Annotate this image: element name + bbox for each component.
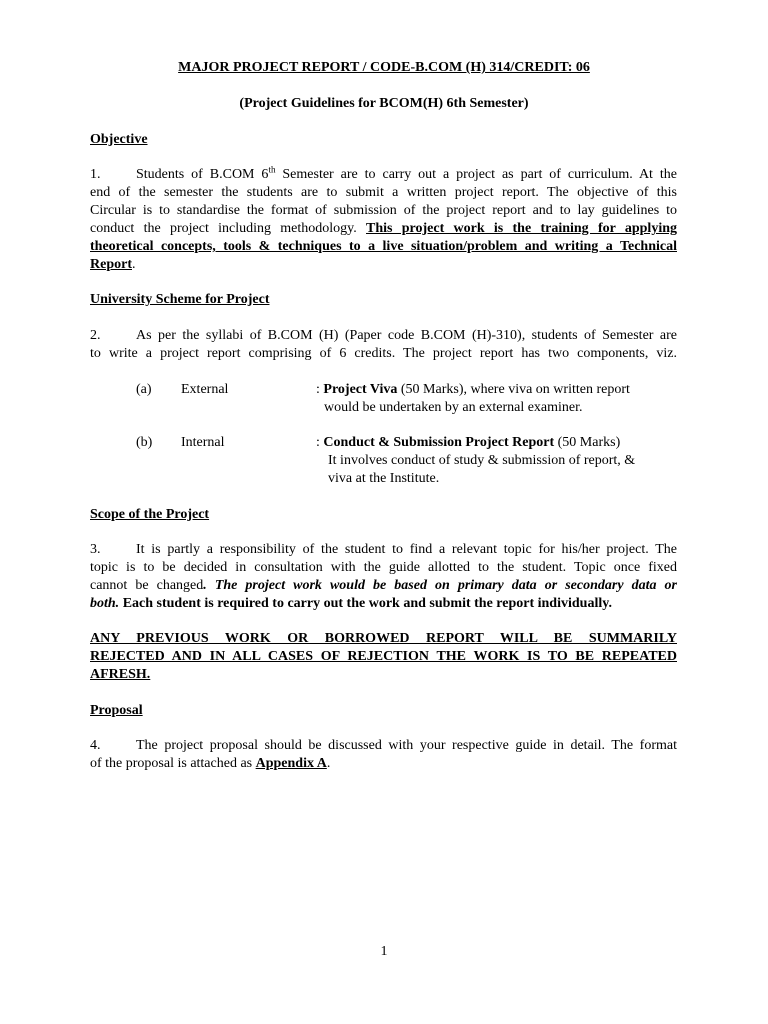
- para-3-number: 3.: [90, 542, 101, 557]
- component-b-label: (b): [136, 435, 153, 450]
- para-1-line-5: theoretical concepts, tools & techniques to a live situation/problem and writing a Technical: [90, 239, 677, 254]
- warning-line-1: ANY PREVIOUS WORK OR BORROWED REPORT WILL BE SUMMARILY: [90, 631, 677, 646]
- page-number: 1: [380, 944, 388, 959]
- para-4-line-2: of the proposal is attached as Appendix A.: [90, 756, 331, 771]
- section-heading-objective: Objective: [90, 132, 148, 147]
- para-1-line-3: Circular is to standardise the format of submission of the project report and to lay guidelines to: [90, 203, 677, 218]
- section-heading-scope: Scope of the Project: [90, 507, 210, 522]
- document-title: MAJOR PROJECT REPORT / CODE-B.COM (H) 314/CREDIT: 06: [178, 60, 590, 75]
- warning-line-3: AFRESH.: [90, 667, 151, 682]
- section-heading-scheme: University Scheme for Project: [90, 292, 270, 307]
- component-a-desc: : Project Viva (50 Marks), where viva on written report: [316, 382, 630, 397]
- para-2-line-2: to write a project report comprising of 6 credits. The project report has two components, viz.: [90, 346, 677, 361]
- component-b-desc-cont-2: viva at the Institute.: [328, 471, 440, 486]
- para-3-line-2: topic is to be decided in consultation with the guide allotted to the student. Topic once fixed: [90, 560, 677, 575]
- para-3-line-4: both. Each student is required to carry out the work and submit the report individually.: [90, 596, 612, 611]
- para-1-line-2: end of the semester the students are to submit a written project report. The objective of this: [90, 185, 677, 200]
- para-4-line-1: The project proposal should be discussed with your respective guide in detail. The format: [136, 738, 677, 753]
- component-a-desc-cont: would be undertaken by an external examiner.: [324, 400, 583, 415]
- component-b-desc: : Conduct & Submission Project Report (50 Marks): [316, 435, 621, 450]
- para-2-number: 2.: [90, 328, 101, 343]
- para-3-line-1: It is partly a responsibility of the student to find a relevant topic for his/her project. The: [136, 542, 677, 557]
- para-3-line-3: cannot be changed. The project work would be based on primary data or secondary data or: [90, 578, 677, 593]
- para-1-line-1: Students of B.COM 6th Semester are to carry out a project as part of curriculum. At the: [136, 164, 677, 182]
- warning-line-2: REJECTED AND IN ALL CASES OF REJECTION THE WORK IS TO BE REPEATED: [90, 649, 677, 664]
- para-1-number: 1.: [90, 167, 101, 182]
- para-1-line-6: Report.: [90, 257, 136, 272]
- section-heading-proposal: Proposal: [90, 703, 143, 718]
- document-subtitle: (Project Guidelines for BCOM(H) 6th Semester): [239, 96, 529, 111]
- para-4-number: 4.: [90, 738, 101, 753]
- component-a-label: (a): [136, 382, 152, 397]
- para-1-line-4: conduct the project including methodology. This project work is the training for applying: [90, 221, 677, 236]
- component-b-desc-cont-1: It involves conduct of study & submission of report, &: [328, 453, 636, 468]
- para-2-line-1: As per the syllabi of B.COM (H) (Paper code B.COM (H)-310), students of Semester are: [136, 328, 677, 343]
- component-b-name: Internal: [181, 435, 225, 450]
- component-a-name: External: [181, 382, 229, 397]
